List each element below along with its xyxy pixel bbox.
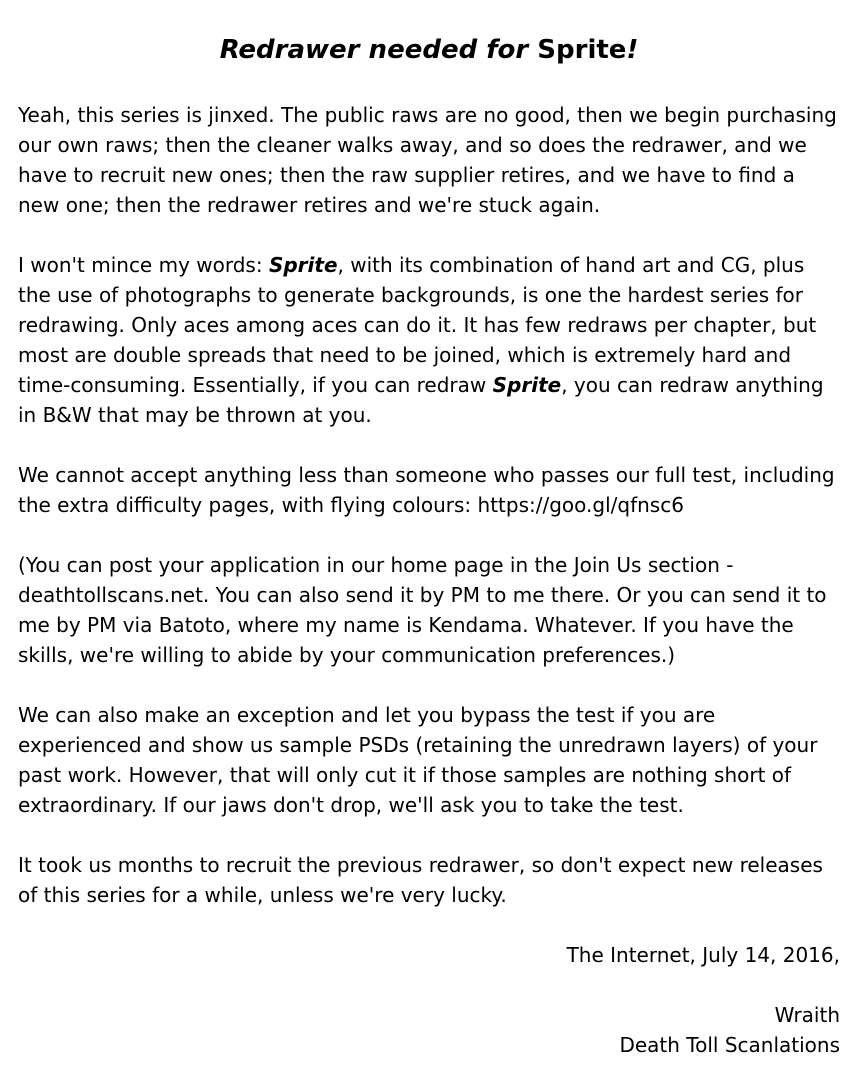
series-name-emphasis: Sprite	[492, 373, 562, 397]
paragraph-exception: We can also make an exception and let you bypass the test if you are experienced and show us sample PSDs (retaining the unredrawn layers) of your past work. However, that will only cut it if those samples are nothing short of extraordinary. If our jaws don't drop, we'll ask you to take the test.	[18, 703, 818, 817]
paragraph-difficulty-text-1: I won't mince my words:	[18, 253, 269, 277]
title-exclamation: !	[626, 35, 639, 65]
page-title	[18, 30, 840, 70]
paragraph-difficulty-text-2: , with its combination of hand art and CG, plus the use of photographs to generate backgrounds, is one the hardest series for redrawing. Only aces among aces can do it. It has few redraws per chapter, but most are double spreads that need to be joined, which is extremely hard and time-consuming. Essentially, if you can redraw	[18, 253, 817, 397]
paragraph-jinxed: Yeah, this series is jinxed. The public raws are no good, then we begin purchasing our own raws; then the cleaner walks away, and so does the redrawer, and we have to recruit new ones; then the raw supplier retires, and we have to find a new one; then the redrawer retires and we're stuck again.	[18, 103, 837, 217]
paragraph-test-requirement: We cannot accept anything less than someone who passes our full test, including the extra difficulty pages, with flying colours: https://goo.gl/qfnsc6	[18, 463, 835, 517]
signature-group: Death Toll Scanlations	[619, 1033, 840, 1057]
paragraph-recruitment-delay: It took us months to recruit the previous redrawer, so don't expect new releases of this series for a while, unless we're very lucky.	[18, 853, 823, 907]
paragraph-difficulty-text-3: , you can redraw anything in B&W that may be thrown at you.	[18, 373, 824, 427]
paragraph-application-info: (You can post your application in our home page in the Join Us section - deathtollscans.net. You can also send it by PM to me there. Or you can send it to me by PM via Batoto, where my name is Kendama. Whatever. If you have the skills, we're willing to abide by your communication preferences.)	[18, 553, 827, 667]
signature-dateline: The Internet, July 14, 2016,	[566, 943, 840, 967]
title-series-name: Sprite	[537, 35, 627, 65]
title-text: Redrawer needed for	[219, 35, 538, 65]
signature-spacer	[18, 970, 840, 1000]
series-name-emphasis: Sprite	[268, 253, 338, 277]
paragraph-difficulty	[18, 250, 840, 430]
signature-name: Wraith	[774, 1003, 840, 1027]
